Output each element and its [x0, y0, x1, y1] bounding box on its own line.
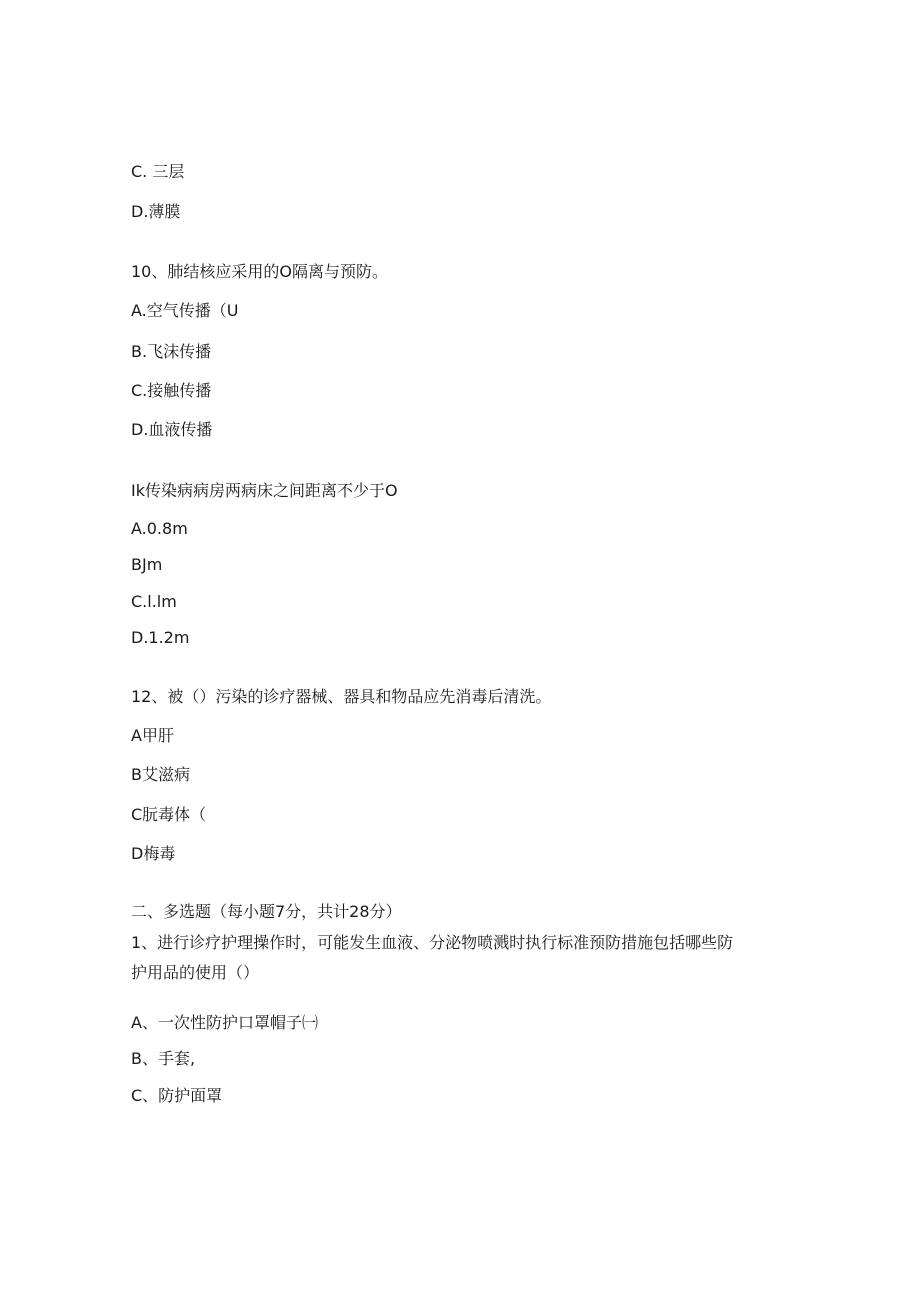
q12-stem: 12、被（）污染的诊疗器械、器具和物品应先消毒后清洗。	[131, 687, 552, 706]
q10-option-c: C.接触传播	[131, 381, 212, 400]
q10-stem: 10、肺结核应采用的O隔离与预防。	[131, 262, 388, 281]
q11-option-d: D.1.2m	[131, 628, 190, 647]
q11-stem: Ik传染病病房两病床之间距离不少于O	[131, 481, 398, 500]
q10-option-b: B.飞沫传播	[131, 342, 212, 361]
q12-option-d: D梅毒	[131, 844, 176, 863]
q9-option-c: C. 三层	[131, 162, 185, 181]
q12-option-c: C朊毒体（	[131, 805, 207, 824]
m1-option-b: B、手套,	[131, 1049, 196, 1068]
m1-option-a: A、一次性防护口罩帽子㈠	[131, 1013, 318, 1032]
section-title-multiple-choice: 二、多选题（每小题7分，共计28分）	[131, 902, 402, 921]
m1-stem-line2: 护用品的使用（）	[131, 963, 260, 982]
q11-option-c: C.l.lm	[131, 592, 177, 611]
q11-option-b: BJm	[131, 555, 163, 574]
m1-option-c: C、防护面罩	[131, 1086, 223, 1105]
q10-option-a: A.空气传播（U	[131, 301, 239, 320]
q10-option-d: D.血液传播	[131, 420, 213, 439]
m1-stem-line1: 1、进行诊疗护理操作时，可能发生血液、分泌物喷溅时执行标准预防措施包括哪些防	[131, 933, 734, 952]
q12-option-a: A甲肝	[131, 726, 174, 745]
q12-option-b: B艾滋病	[131, 765, 190, 784]
q11-option-a: A.0.8m	[131, 519, 188, 538]
q9-option-d: D.薄膜	[131, 202, 181, 221]
